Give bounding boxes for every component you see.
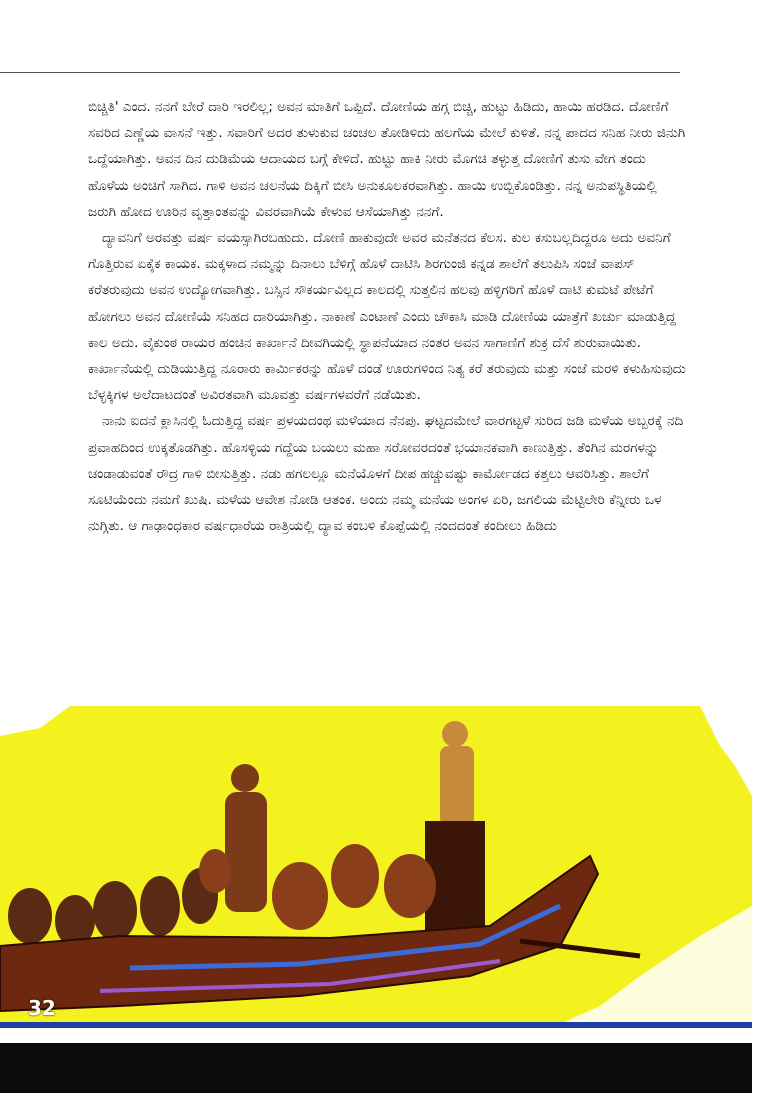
header-rule	[0, 72, 680, 73]
boat-scene-image	[0, 706, 752, 1024]
boat-illustration	[0, 706, 752, 1024]
page-number: 32	[28, 996, 56, 1020]
article-paragraph-1: ಬಿಚ್ಚಿತಿ' ಎಂದ. ನನಗೆ ಬೇರೆ ದಾರಿ ಇರಲಿಲ್ಲ; ಅವನ ಮಾತಿಗೆ ಒಪ್ಪಿದೆ. ದೋಣಿಯ ಹಗ್ಗ ಬಿಚ್ಚಿ, ಹುಟ್ಟು ಹಿಡಿದು, ಹಾಯಿ ಹರಡಿದ. ದೋಣಿಗೆ ಸವರಿದ ಎಣ್ಣೆಯ ವಾಸನೆ ಇತ್ತು. ಸವಾರಿಗೆ ಅದರ ತುಳುಕುವ ಚಂಚಲ ತೋಡಿಳಿದು ಹಲಗೆಯ ಮೇಲೆ ಕುಳಿತೆ. ನನ್ನ ಪಾದದ ಸನಿಹ ನೀರು ಜಿನುಗಿ ಒದ್ದೆಯಾಗಿತ್ತು. ಅವನ ದಿನ ದುಡಿಮೆಯ ಆದಾಯದ ಬಗ್ಗೆ ಕೇಳಿದೆ. ಹುಟ್ಟು ಹಾಕಿ ನೀರು ಮೊಗಚಿ ತಳ್ಳುತ್ತ ದೋಣಿಗೆ ತುಸು ವೇಗ ತಂದು ಹೊಳೆಯ ಅಂಚಿಗೆ ಸಾಗಿದ. ಗಾಳಿ ಅವನ ಚಲನೆಯ ದಿಕ್ಕಿಗೆ ಬೀಸಿ ಅನುಕೂಲಕರವಾಗಿತ್ತು. ಹಾಯಿ ಉಬ್ಬಿಕೊಂಡಿತ್ತು. ನನ್ನ ಅನುಪಸ್ಥಿತಿಯಲ್ಲಿ ಜರುಗಿ ಹೋದ ಊರಿನ ವೃತ್ತಾಂತವನ್ನು ವಿವರವಾಗಿಯೆ ಕೇಳುವ ಆಸೆಯಾಗಿತ್ತು ನನಗೆ.	[88, 99, 686, 220]
footer-dark-band	[0, 1043, 752, 1093]
article-paragraph-3: ನಾನು ಐದನೆ ಕ್ಲಾಸಿನಲ್ಲಿ ಓದುತ್ತಿದ್ದ ವರ್ಷ ಪ್ರಳಯದಂಥ ಮಳೆಯಾದ ನೆನಪು. ಘಟ್ಟದಮೇಲೆ ವಾರಗಟ್ಟಳೆ ಸುರಿದ ಜಡಿ ಮಳೆಯ ಅಬ್ಬರಕ್ಕೆ ನದಿ ಪ್ರವಾಹದಿಂದ ಉಕ್ಕತೊಡಗಿತ್ತು. ಹೊಸಳ್ಳಿಯ ಗದ್ದೆಯ ಬಯಲು ಮಹಾ ಸರೋವರದಂತೆ ಭಯಾನಕವಾಗಿ ಕಾಣುತ್ತಿತ್ತು. ತೆಂಗಿನ ಮರಗಳನ್ನು ಚಂಡಾಡುವಂತೆ ರೌದ್ರ ಗಾಳಿ ಬೀಸುತ್ತಿತ್ತು. ನಡು ಹಗಲಲ್ಲೂ ಮನೆಯೊಳಗೆ ದೀಪ ಹಚ್ಚುವಷ್ಟು ಕಾರ್ಮೋಡದ ಕತ್ತಲು ಆವರಿಸಿತ್ತು. ಶಾಲೆಗೆ ಸೂಟಿಯೆಂದು ನಮಗೆ ಖುಷಿ. ಮಳೆಯ ಆವೇಶ ನೋಡಿ ಆತಂಕ. ಅಂದು ನಮ್ಮ ಮನೆಯ ಅಂಗಳ ಏರಿ, ಜಗಲಿಯ ಮೆಟ್ಟಿಲೇರಿ ಕೆನ್ನೀರು ಒಳ ನುಗ್ಗಿತು. ಆ ಗಾಢಾಂಧಕಾರ ವರ್ಷಧಾರೆಯ ರಾತ್ರಿಯಲ್ಲಿ ದ್ಯಾವ ಕಂಬಳಿ ಕೊಪ್ಪೆಯಲ್ಲಿ ನಂದದಂತೆ ಕಂದೀಲು ಹಿಡಿದು	[88, 413, 684, 535]
footer-blue-strip	[0, 1022, 752, 1028]
article-paragraph-2: ದ್ಯಾವನಿಗೆ ಅರವತ್ತು ವರ್ಷ ವಯಸ್ಸಾಗಿರಬಹುದು. ದೋಣಿ ಹಾಕುವುದೇ ಅವರ ಮನೆತನದ ಕೆಲಸ. ಕುಲ ಕಸುಬಲ್ಲದಿದ್ದರೂ ಅದು ಅವನಿಗೆ ಗೊತ್ತಿರುವ ಏಕೈಕ ಕಾಯಕ. ಮಕ್ಕಳಾದ ನಮ್ಮನ್ನು ದಿನಾಲು ಬೆಳಿಗ್ಗೆ ಹೊಳೆ ದಾಟಿಸಿ ಶಿರಗುಂಜಿ ಕನ್ನಡ ಶಾಲೆಗೆ ತಲುಪಿಸಿ ಸಂಜೆ ವಾಪಸ್ ಕರೆತರುವುದು ಅವನ ಉದ್ಯೋಗವಾಗಿತ್ತು. ಬಸ್ಸಿನ ಸೌಕರ್ಯವಿಲ್ಲದ ಕಾಲದಲ್ಲಿ ಸುತ್ತಲಿನ ಹಲವು ಹಳ್ಳಿಗರಿಗೆ ಹೊಳೆ ದಾಟಿ ಕುಮಟೆ ಪೇಟೆಗೆ ಹೋಗಲು ಅವನ ದೋಣಿಯೆ ಸನಿಹದ ದಾರಿಯಾಗಿತ್ತು. ನಾಕಾಣೆ ಎಂಟಾಣೆ ಎಂದು ಚೌಕಾಸಿ ಮಾಡಿ ದೋಣಿಯ ಯಾತ್ರೆಗೆ ಖರ್ಚು ಮಾಡುತ್ತಿದ್ದ ಕಾಲ ಅದು. ವೈಕುಂಠ ರಾಯರ ಹಂಚಿನ ಕಾರ್ಖಾನೆ ದೀವಗಿಯಲ್ಲಿ ಸ್ಥಾಪನೆಯಾದ ನಂತರ ಅವನ ಸಾಗಾಣಿಗೆ ಶುಕ್ರ ದೆಸೆ ಶುರುವಾಯಿತು. ಕಾರ್ಖಾನೆಯಲ್ಲಿ ದುಡಿಯುತ್ತಿದ್ದ ನೂರಾರು ಕಾರ್ಮಿಕರನ್ನು ಹೊಳೆ ದಂಡೆ ಊರುಗಳಿಂದ ನಿತ್ಯ ಕರೆ ತರುವುದು ಮತ್ತು ಸಂಜೆ ಮರಳಿ ಕಳುಹಿಸುವುದು ಬೆಳ್ಳಕ್ಕಿಗಳ ಅಲೆದಾಟದಂತೆ ಅವಿರತವಾಗಿ ಮೂವತ್ತು ವರ್ಷಗಳವರೆಗೆ ನಡೆಯಿತು.	[88, 230, 686, 404]
article-body	[88, 94, 688, 539]
